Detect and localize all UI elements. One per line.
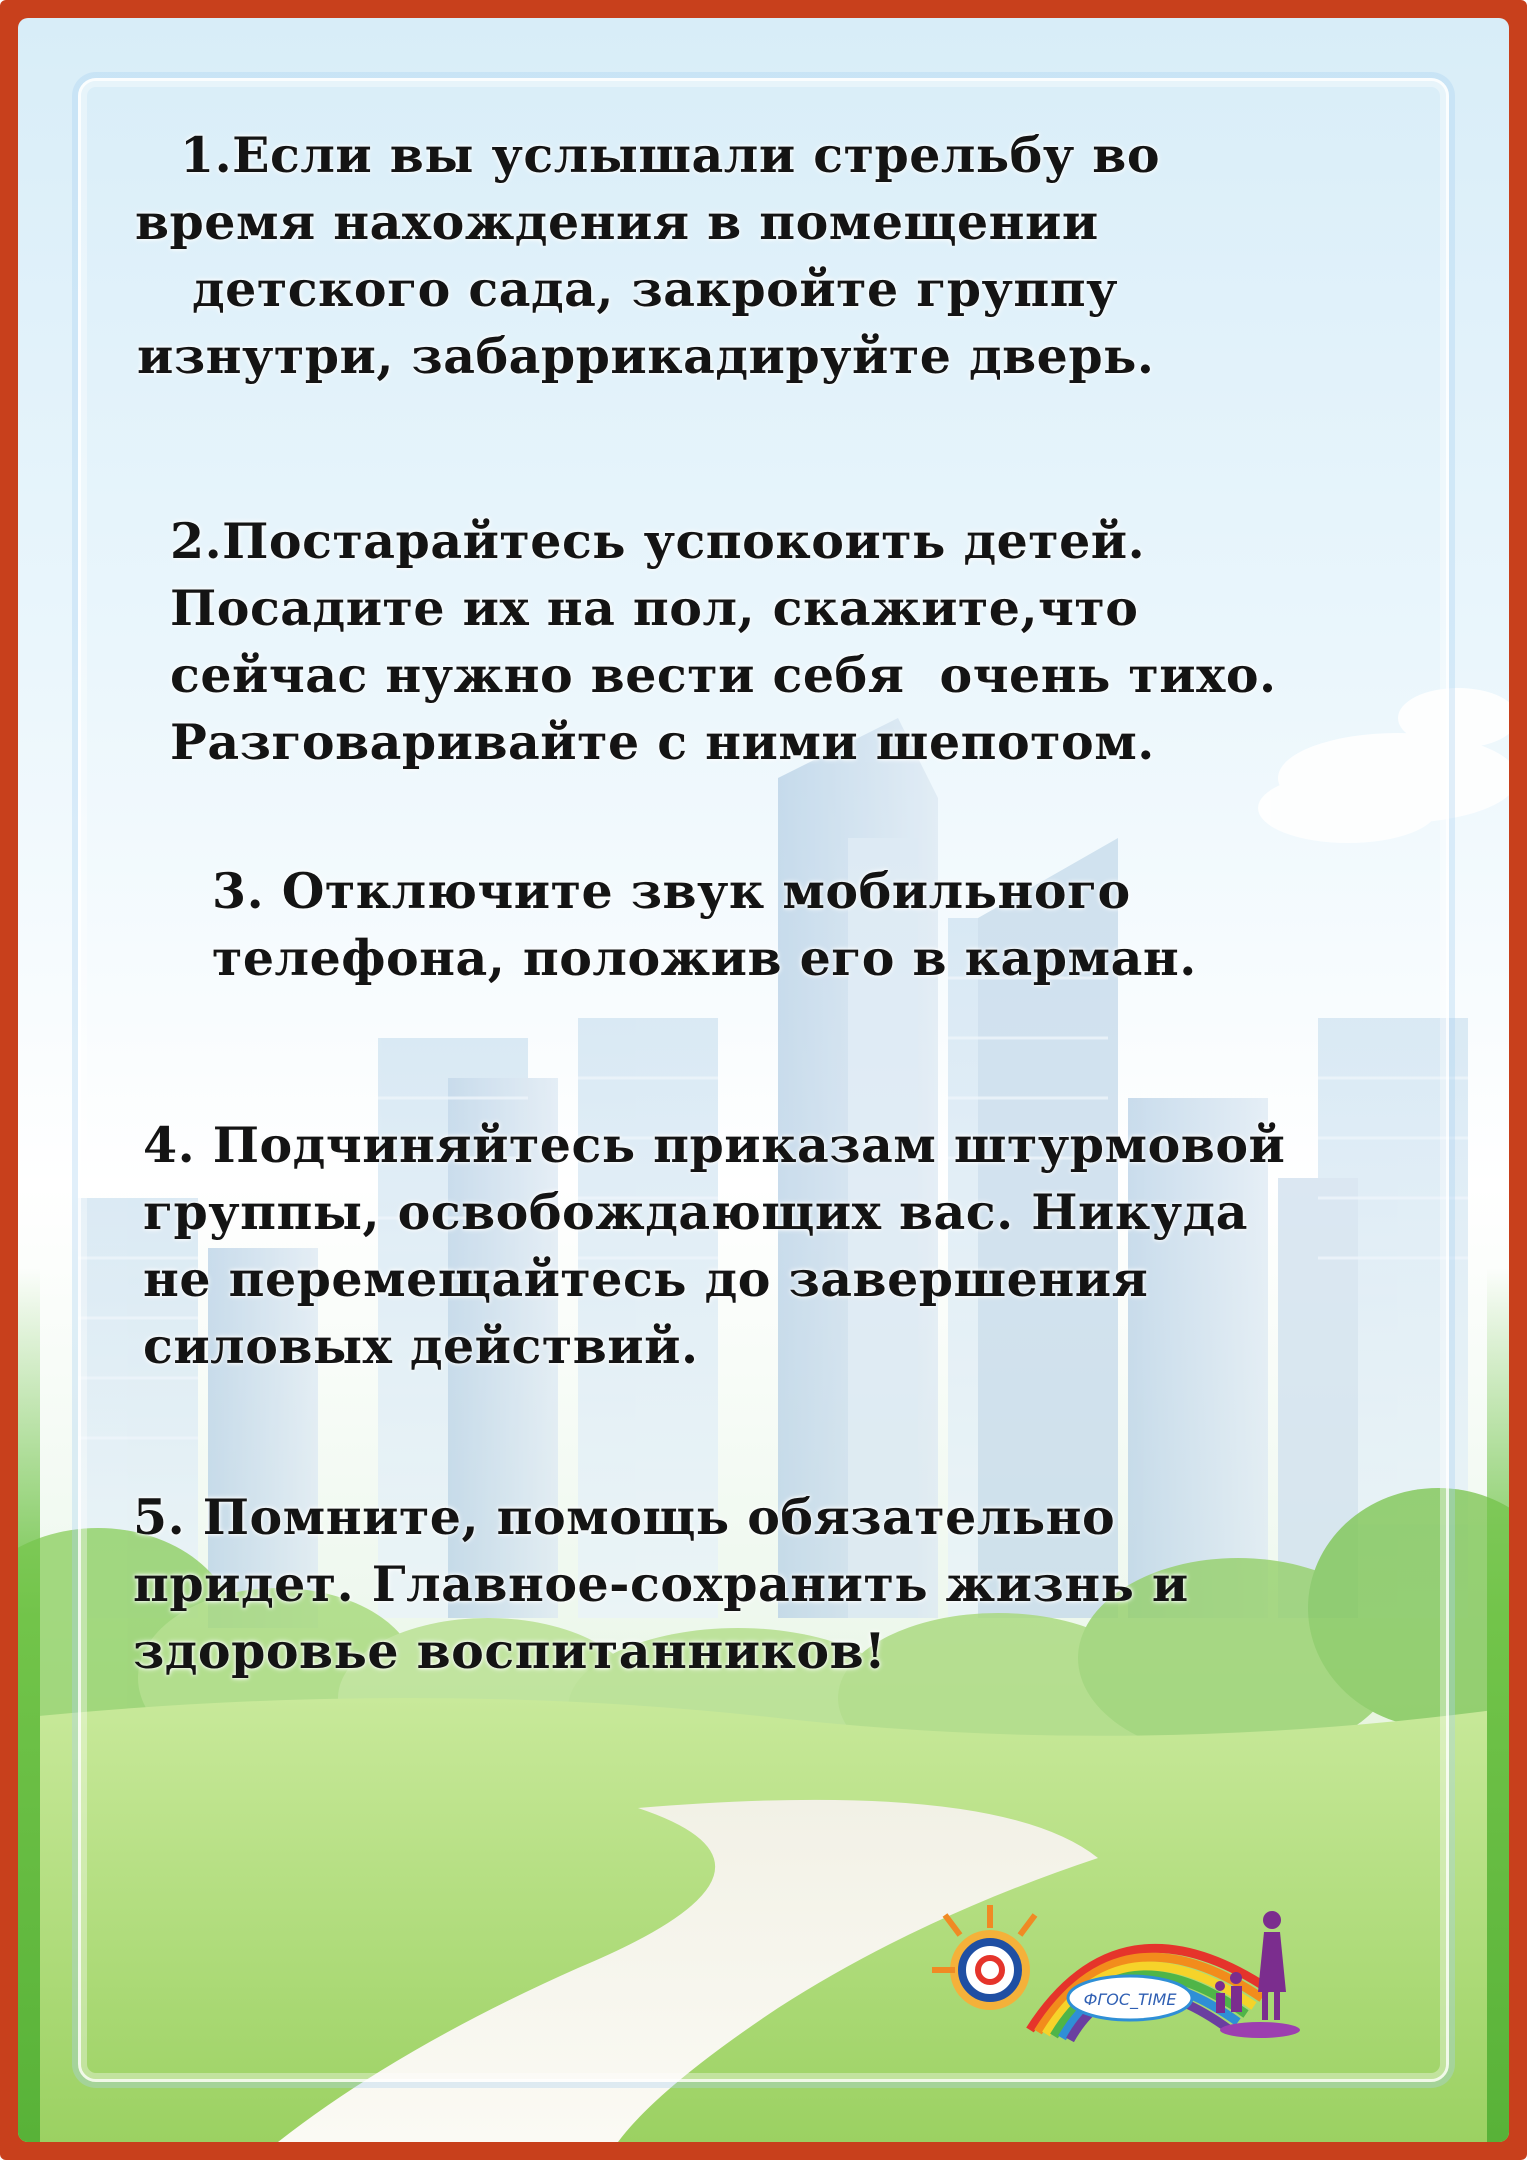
instruction-3 (212, 858, 1197, 992)
sun-icon (932, 1905, 1035, 2010)
instruction-4-line-2: группы, освобождающих вас. Никуда (143, 1183, 1249, 1241)
instruction-1-line-4: изнутри, забаррикадируйте дверь. (137, 327, 1155, 385)
instruction-3-line-1: 3. Отключите звук мобильного (212, 862, 1131, 920)
instruction-1-line-2: время нахождения в помещении (135, 193, 1099, 251)
fgos-time-logo (920, 1880, 1320, 2050)
instruction-2 (170, 508, 1277, 776)
instruction-5-line-3: здоровье воспитанников! (133, 1622, 887, 1680)
logo-text: ФГОС_TIME (1083, 1990, 1177, 2009)
instruction-2-line-2: Посадите их на пол, скажите,что (170, 579, 1139, 637)
green-frame-left (18, 1268, 40, 2142)
instruction-4-line-1: 4. Подчиняйтесь приказам штурмовой (143, 1116, 1286, 1174)
instruction-1 (135, 122, 1161, 390)
instruction-1-line-1: 1.Если вы услышали стрельбу во (180, 126, 1161, 184)
instruction-5-line-1: 5. Помните, помощь обязательно (133, 1488, 1116, 1546)
instruction-5 (133, 1484, 1189, 1685)
instruction-2-line-1: 2.Постарайтесь успокоить детей. (170, 512, 1146, 570)
instruction-3-line-2: телефона, положив его в карман. (212, 929, 1197, 987)
instruction-2-line-3: сейчас нужно вести себя очень тихо. (170, 646, 1277, 704)
cloud-badge (1068, 1976, 1192, 2020)
instruction-4-line-4: силовых действий. (143, 1317, 699, 1375)
green-frame-right (1487, 1268, 1509, 2142)
instruction-5-line-2: придет. Главное-сохранить жизнь и (133, 1555, 1189, 1613)
instruction-1-line-3: детского сада, закройте группу (192, 260, 1119, 318)
instruction-2-line-4: Разговаривайте с ними шепотом. (170, 713, 1155, 771)
instruction-4-line-3: не перемещайтесь до завершения (143, 1250, 1149, 1308)
instruction-4 (143, 1112, 1285, 1380)
